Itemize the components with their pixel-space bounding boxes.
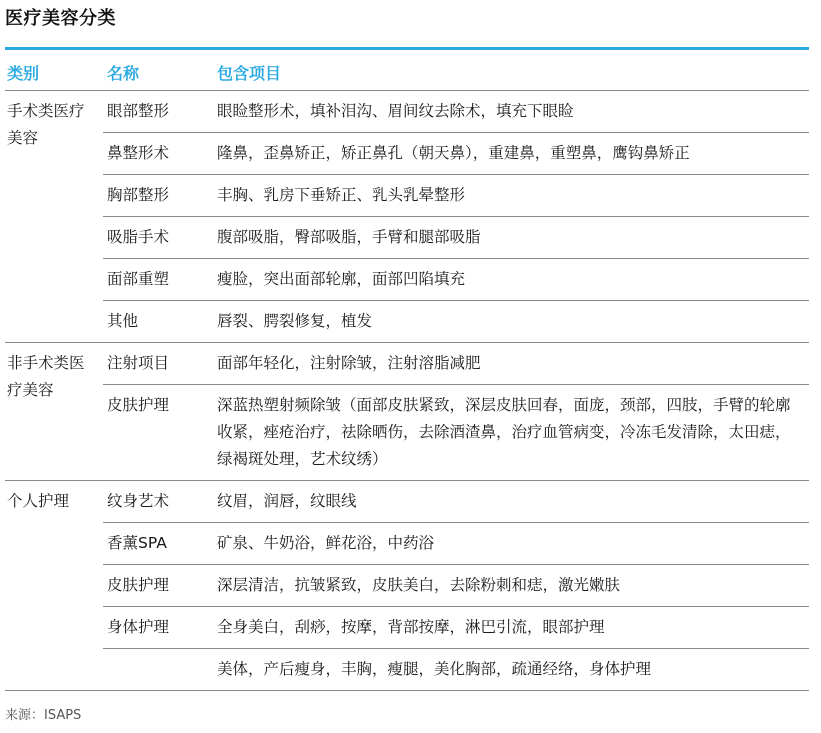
- items-cell: 眼睑整形术，填补泪沟、眉间纹去除术，填充下眼睑: [208, 91, 809, 133]
- table-row: [5, 259, 809, 301]
- items-cell: 美体，产后瘦身，丰胸，瘦腿，美化胸部，疏通经络，身体护理: [208, 649, 809, 691]
- table-row: [5, 301, 809, 343]
- name-cell: 吸脂手术: [103, 217, 208, 259]
- header-items: 包含项目: [208, 54, 809, 91]
- table-row: [5, 523, 809, 565]
- table-row: [5, 649, 809, 691]
- name-cell: 注射项目: [103, 343, 208, 385]
- header-name: 名称: [103, 54, 208, 91]
- name-cell: 身体护理: [103, 607, 208, 649]
- items-cell: 丰胸、乳房下垂矫正、乳头乳晕整形: [208, 175, 809, 217]
- category-cell: 个人护理: [5, 481, 103, 691]
- header-row: [5, 54, 809, 91]
- items-cell: 唇裂、腭裂修复，植发: [208, 301, 809, 343]
- items-cell: 矿泉、牛奶浴，鲜花浴，中药浴: [208, 523, 809, 565]
- page-title: 医疗美容分类: [5, 8, 116, 29]
- source-note: 来源：ISAPS: [5, 708, 82, 723]
- header-category: 类别: [5, 54, 103, 91]
- items-cell: 纹眉，润唇，纹眼线: [208, 481, 809, 523]
- name-cell: 眼部整形: [103, 91, 208, 133]
- items-cell: 全身美白，刮痧，按摩，背部按摩，淋巴引流，眼部护理: [208, 607, 809, 649]
- name-cell: 皮肤护理: [103, 385, 208, 481]
- name-cell: 鼻整形术: [103, 133, 208, 175]
- items-cell: 瘦脸，突出面部轮廓，面部凹陷填充: [208, 259, 809, 301]
- table-row: [5, 565, 809, 607]
- table-row: [5, 217, 809, 259]
- title-rule: [5, 47, 809, 50]
- table-row: [5, 385, 809, 481]
- items-cell: 深层清洁，抗皱紧致，皮肤美白，去除粉刺和痣，激光嫩肤: [208, 565, 809, 607]
- classification-table: [5, 54, 809, 691]
- items-cell: 面部年轻化，注射除皱，注射溶脂减肥: [208, 343, 809, 385]
- name-cell: 胸部整形: [103, 175, 208, 217]
- table-row: [5, 175, 809, 217]
- category-cell: 手术类医疗美容: [5, 91, 103, 343]
- table-row: [5, 607, 809, 649]
- name-cell: 其他: [103, 301, 208, 343]
- name-cell: 香薰SPA: [103, 523, 208, 565]
- table-row: [5, 343, 809, 385]
- name-cell: [103, 649, 208, 691]
- items-cell: 深蓝热塑射频除皱（面部皮肤紧致，深层皮肤回春，面庞，颈部，四肢，手臂的轮廓收紧，痤疮治疗，祛除晒伤，去除酒渣鼻，治疗血管病变，冷冻毛发清除，太田痣，绿褐斑处理，艺术纹绣）: [208, 385, 809, 481]
- items-cell: 隆鼻，歪鼻矫正，矫正鼻孔（朝天鼻），重建鼻，重塑鼻，鹰钩鼻矫正: [208, 133, 809, 175]
- name-cell: 纹身艺术: [103, 481, 208, 523]
- items-cell: 腹部吸脂，臀部吸脂，手臂和腿部吸脂: [208, 217, 809, 259]
- table-row: [5, 133, 809, 175]
- name-cell: 面部重塑: [103, 259, 208, 301]
- table-row: [5, 91, 809, 133]
- category-cell: 非手术类医疗美容: [5, 343, 103, 481]
- name-cell: 皮肤护理: [103, 565, 208, 607]
- table-row: [5, 481, 809, 523]
